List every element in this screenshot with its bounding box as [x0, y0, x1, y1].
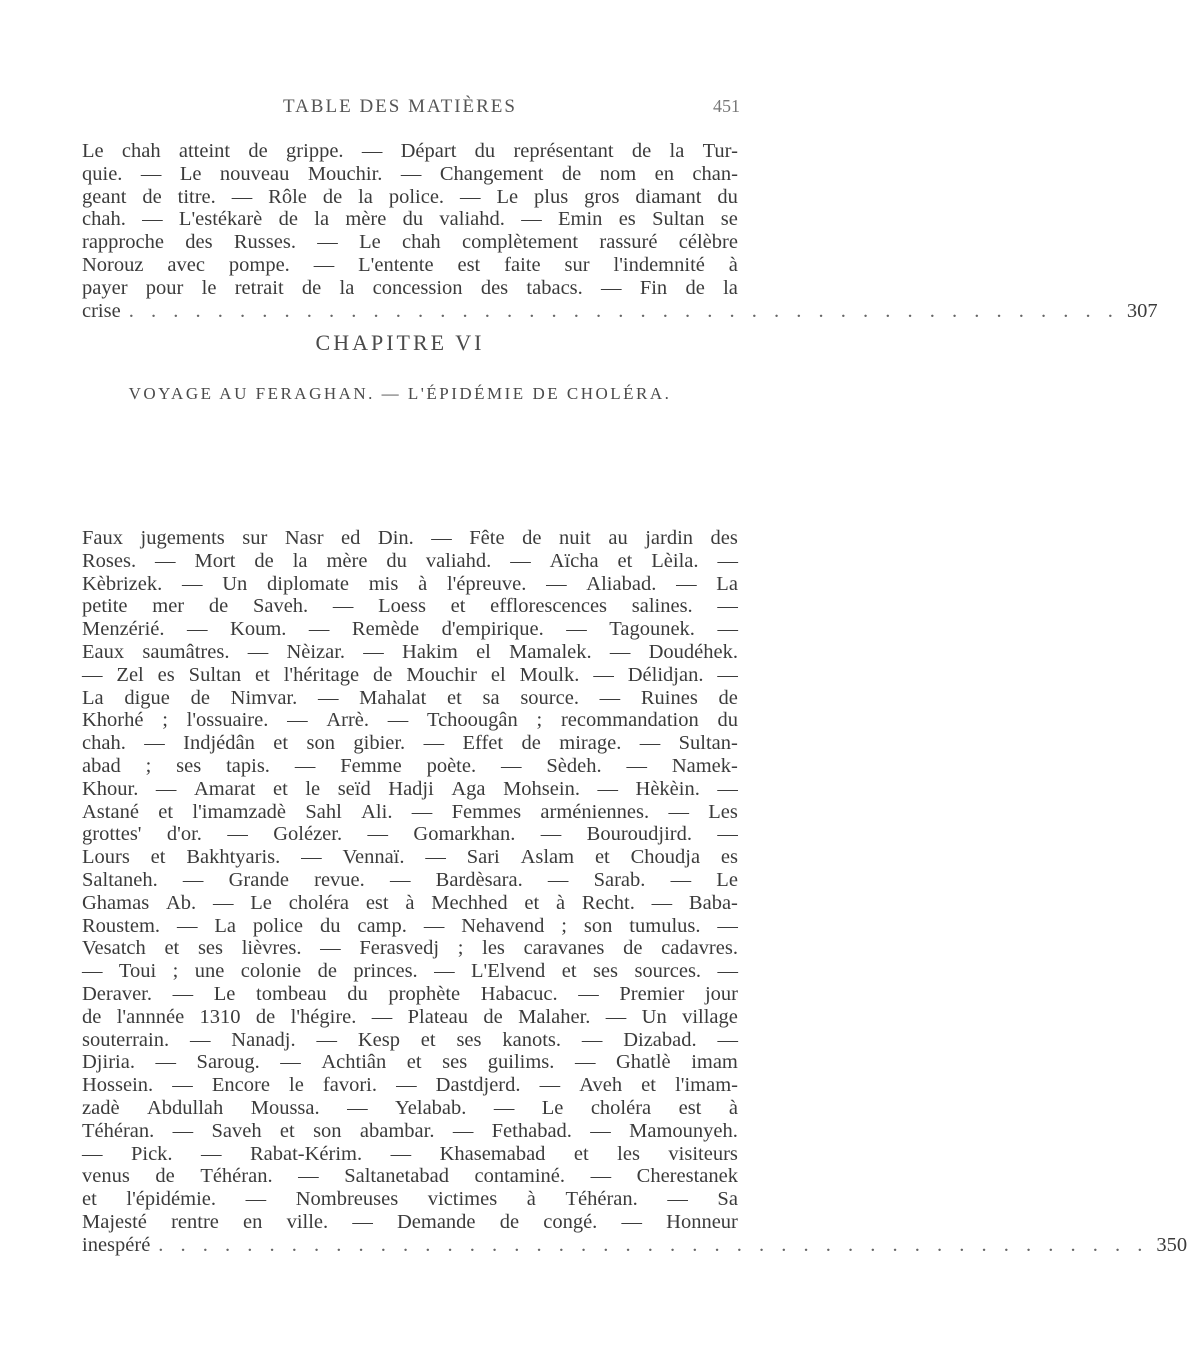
summary-line: Norouz avec pompe. — L'entente est faite sur l'indemnité à: [82, 253, 738, 276]
contents-line: — Pick. — Rabat-Kérim. — Khasemabad et les visiteurs: [82, 1142, 738, 1165]
contents-line: de l'annnée 1310 de l'hégire. — Plateau de Malaher. — Un village: [82, 1005, 738, 1028]
contents-line: zadè Abdullah Moussa. — Yelabab. — Le choléra est à: [82, 1096, 738, 1119]
dot-leader: . . . . . . . . . . . . . . . . . . . . . . . . . . . . . . . . . . . . . . . . . . . . .: [128, 299, 1119, 322]
contents-line: Roses. — Mort de la mère du valiahd. — Aïcha et Lèila. —: [82, 549, 738, 572]
contents-line: petite mer de Saveh. — Loess et efflorescences salines. —: [82, 595, 738, 618]
contents-line: Roustem. — La police du camp. — Nehavend ; son tumulus. —: [82, 914, 738, 937]
page-number: 451: [713, 96, 740, 116]
chapter-contents-summary: [82, 527, 1187, 1257]
contents-line: Faux jugements sur Nasr ed Din. — Fête de nuit au jardin des: [82, 527, 738, 549]
summary-line: Le chah atteint de grippe. — Départ du représentant de la Tur-: [82, 140, 738, 162]
contents-line: Menzérié. — Koum. — Remède d'empirique. — Tagounek. —: [82, 618, 738, 641]
page-reference: 307: [1126, 299, 1158, 322]
chapter-title: CHAPITRE VI: [315, 330, 485, 355]
running-title: TABLE DES MATIÈRES: [283, 96, 517, 117]
contents-line: Ghamas Ab. — Le choléra est à Mechhed et à Recht. — Baba-: [82, 891, 738, 914]
contents-line: Deraver. — Le tombeau du prophète Habacuc. — Premier jour: [82, 982, 738, 1005]
summary-line: geant de titre. — Rôle de la police. — Le plus gros diamant du: [82, 185, 738, 208]
contents-line: Eaux saumâtres. — Nèizar. — Hakim el Mamalek. — Doudéhek.: [82, 640, 738, 663]
contents-line: et l'épidémie. — Nombreuses victimes à Téhéran. — Sa: [82, 1188, 738, 1211]
summary-line: rapproche des Russes. — Le chah complètement rassuré célèbre: [82, 231, 738, 254]
summary-line: chah. — L'estékarè de la mère du valiahd. — Emin es Sultan se: [82, 208, 738, 231]
contents-line: Hossein. — Encore le favori. — Dastdjerd. — Aveh et l'imam-: [82, 1074, 738, 1097]
summary-last-text: crise: [82, 299, 121, 322]
contents-line: abad ; ses tapis. — Femme poète. — Sèdeh. — Namek-: [82, 754, 738, 777]
contents-line: — Toui ; une colonie de princes. — L'Elvend et ses sources. —: [82, 960, 738, 983]
contents-last-line: [82, 1233, 1187, 1257]
contents-line: Kèbrizek. — Un diplomate mis à l'épreuve. — Aliabad. — La: [82, 572, 738, 595]
contents-line: Khorhé ; l'ossuaire. — Arrè. — Tchoougân ; recommandation du: [82, 709, 738, 732]
chapter-subtitle: VOYAGE AU FERAGHAN. — L'ÉPIDÉMIE DE CHOLÉRA.: [128, 384, 672, 403]
contents-line: Téhéran. — Saveh et son abambar. — Fethabad. — Mamounyeh.: [82, 1119, 738, 1142]
contents-line: Lours et Bakhtyaris. — Vennaï. — Sari Aslam et Choudja es: [82, 846, 738, 869]
running-head: [60, 96, 740, 126]
summary-line: payer pour le retrait de la concession des tabacs. — Fin de la: [82, 276, 738, 299]
previous-chapter-summary: [82, 140, 1158, 322]
contents-line: Vesatch et ses lièvres. — Ferasvedj ; les caravanes de cadavres.: [82, 937, 738, 960]
contents-line: chah. — Indjédân et son gibier. — Effet de mirage. — Sultan-: [82, 732, 738, 755]
contents-line: Saltaneh. — Grande revue. — Bardèsara. — Sarab. — Le: [82, 868, 738, 891]
contents-line: La digue de Nimvar. — Mahalat et sa source. — Ruines de: [82, 686, 738, 709]
summary-line: quie. — Le nouveau Mouchir. — Changement de nom en chan-: [82, 162, 738, 185]
contents-last-text: inespéré: [82, 1233, 151, 1256]
contents-line: Khour. — Amarat et le seïd Hadji Aga Mohsein. — Hèkèin. —: [82, 777, 738, 800]
summary-last-line: [82, 299, 1158, 323]
dot-leader: . . . . . . . . . . . . . . . . . . . . . . . . . . . . . . . . . . . . . . . . . . . . .: [158, 1233, 1149, 1256]
contents-line: Majesté rentre en ville. — Demande de congé. — Honneur: [82, 1210, 738, 1233]
contents-line: Djiria. — Saroug. — Achtiân et ses guilims. — Ghatlè imam: [82, 1051, 738, 1074]
contents-line: — Zel es Sultan et l'héritage de Mouchir el Moulk. — Délidjan. —: [82, 663, 738, 686]
contents-line: grottes' d'or. — Golézer. — Gomarkhan. — Bouroudjird. —: [82, 823, 738, 846]
contents-line: Astané et l'imamzadè Sahl Ali. — Femmes arméniennes. — Les: [82, 800, 738, 823]
contents-line: venus de Téhéran. — Saltanetabad contaminé. — Cherestanek: [82, 1165, 738, 1188]
page-reference: 350: [1156, 1233, 1187, 1256]
contents-line: souterrain. — Nanadj. — Kesp et ses kanots. — Dizabad. —: [82, 1028, 738, 1051]
